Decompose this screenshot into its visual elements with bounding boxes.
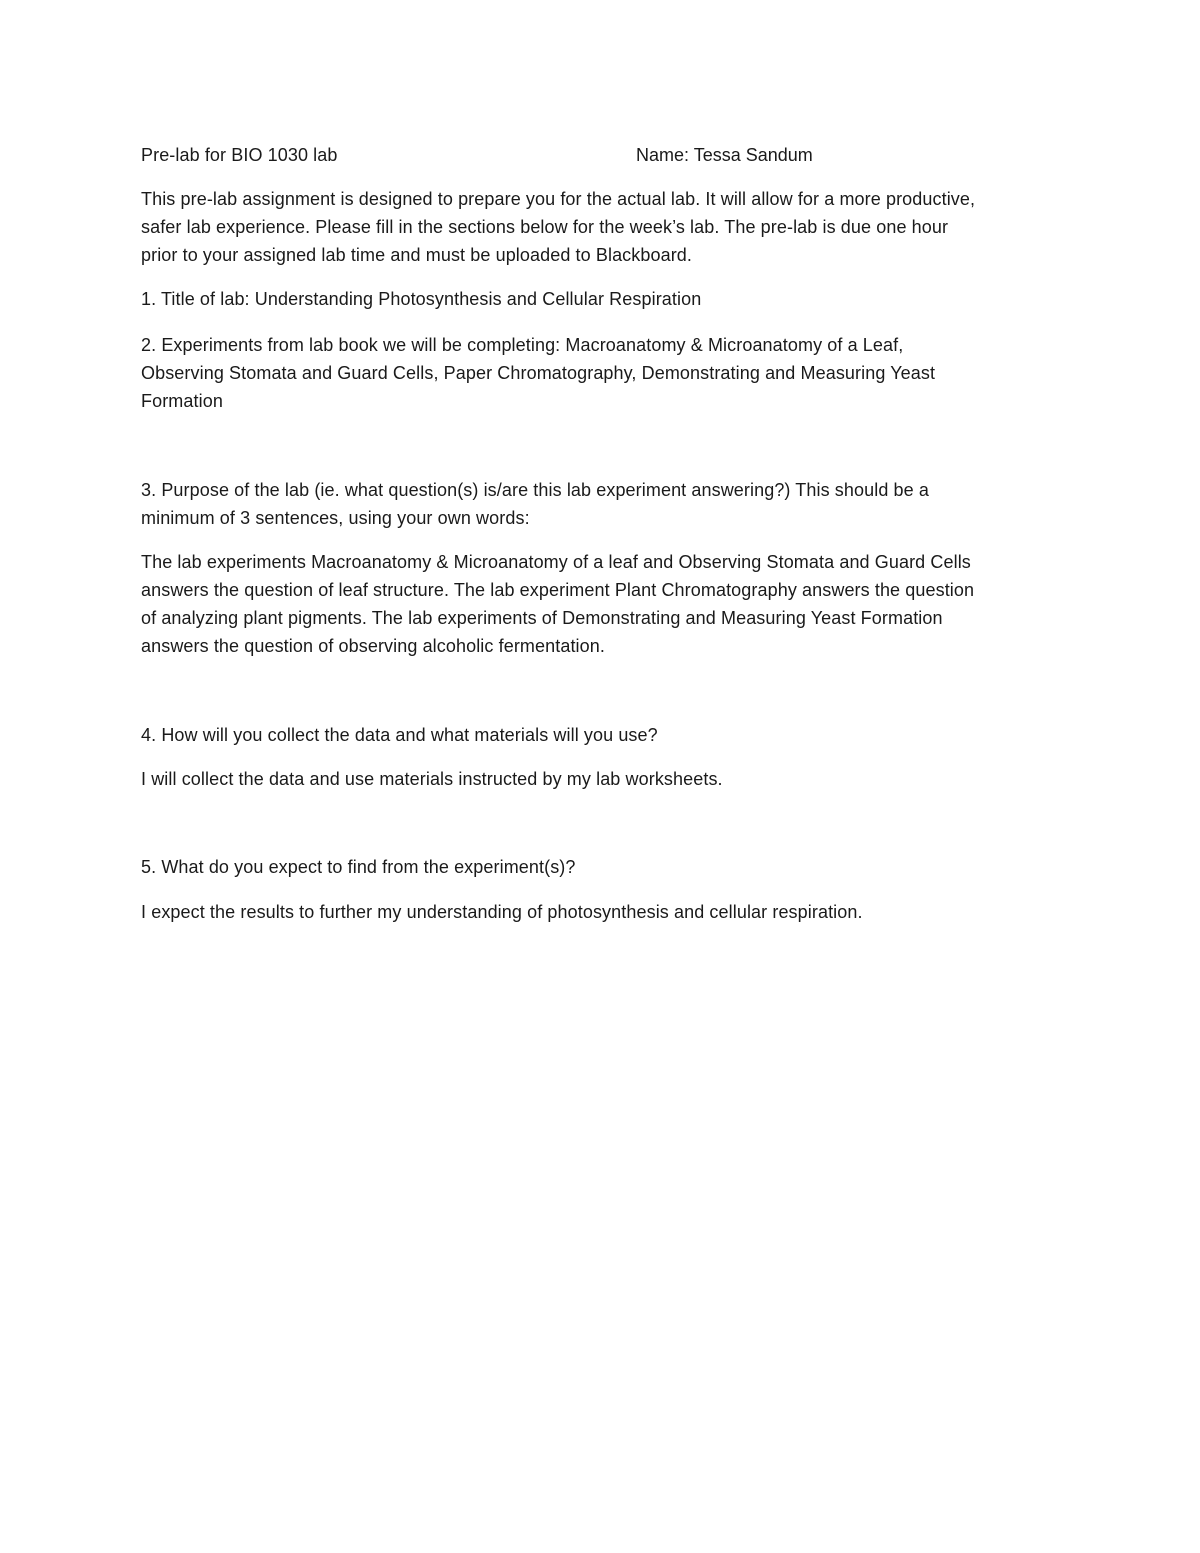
answer-3-line-4: answers the question of observing alcoholic fermentation. bbox=[141, 636, 605, 656]
question-3-line-1: 3. Purpose of the lab (ie. what question(s) is/are this lab experiment answering?) This should be a bbox=[141, 480, 929, 500]
question-2-line-1: 2. Experiments from lab book we will be completing: Macroanatomy & Microanatomy of a Leaf, bbox=[141, 335, 904, 355]
question-1-title: 1. Title of lab: Understanding Photosynthesis and Cellular Respiration bbox=[141, 289, 702, 309]
intro-line-2: safer lab experience. Please fill in the sections below for the week’s lab. The pre-lab is due one hour bbox=[141, 217, 949, 237]
intro-line-1: This pre-lab assignment is designed to prepare you for the actual lab. It will allow for a more productive, bbox=[141, 189, 976, 209]
answer-3-line-1: The lab experiments Macroanatomy & Microanatomy of a leaf and Observing Stomata and Guard Cells bbox=[141, 552, 971, 572]
question-2-line-3: Formation bbox=[141, 391, 223, 411]
question-3-line-2: minimum of 3 sentences, using your own words: bbox=[141, 508, 530, 528]
header-student-name: Name: Tessa Sandum bbox=[636, 145, 813, 165]
answer-5: I expect the results to further my understanding of photosynthesis and cellular respiration. bbox=[141, 902, 863, 922]
answer-3-line-2: answers the question of leaf structure. The lab experiment Plant Chromatography answers the question bbox=[141, 580, 975, 600]
answer-4: I will collect the data and use materials instructed by my lab worksheets. bbox=[141, 769, 723, 789]
intro-line-3: prior to your assigned lab time and must be uploaded to Blackboard. bbox=[141, 245, 693, 265]
question-4: 4. How will you collect the data and what materials will you use? bbox=[141, 725, 658, 745]
question-2-line-2: Observing Stomata and Guard Cells, Paper Chromatography, Demonstrating and Measuring Yeast bbox=[141, 363, 936, 383]
header-course: Pre-lab for BIO 1030 lab bbox=[141, 145, 338, 165]
question-5: 5. What do you expect to find from the experiment(s)? bbox=[141, 857, 576, 877]
answer-3-line-3: of analyzing plant pigments. The lab experiments of Demonstrating and Measuring Yeast Formation bbox=[141, 608, 943, 628]
